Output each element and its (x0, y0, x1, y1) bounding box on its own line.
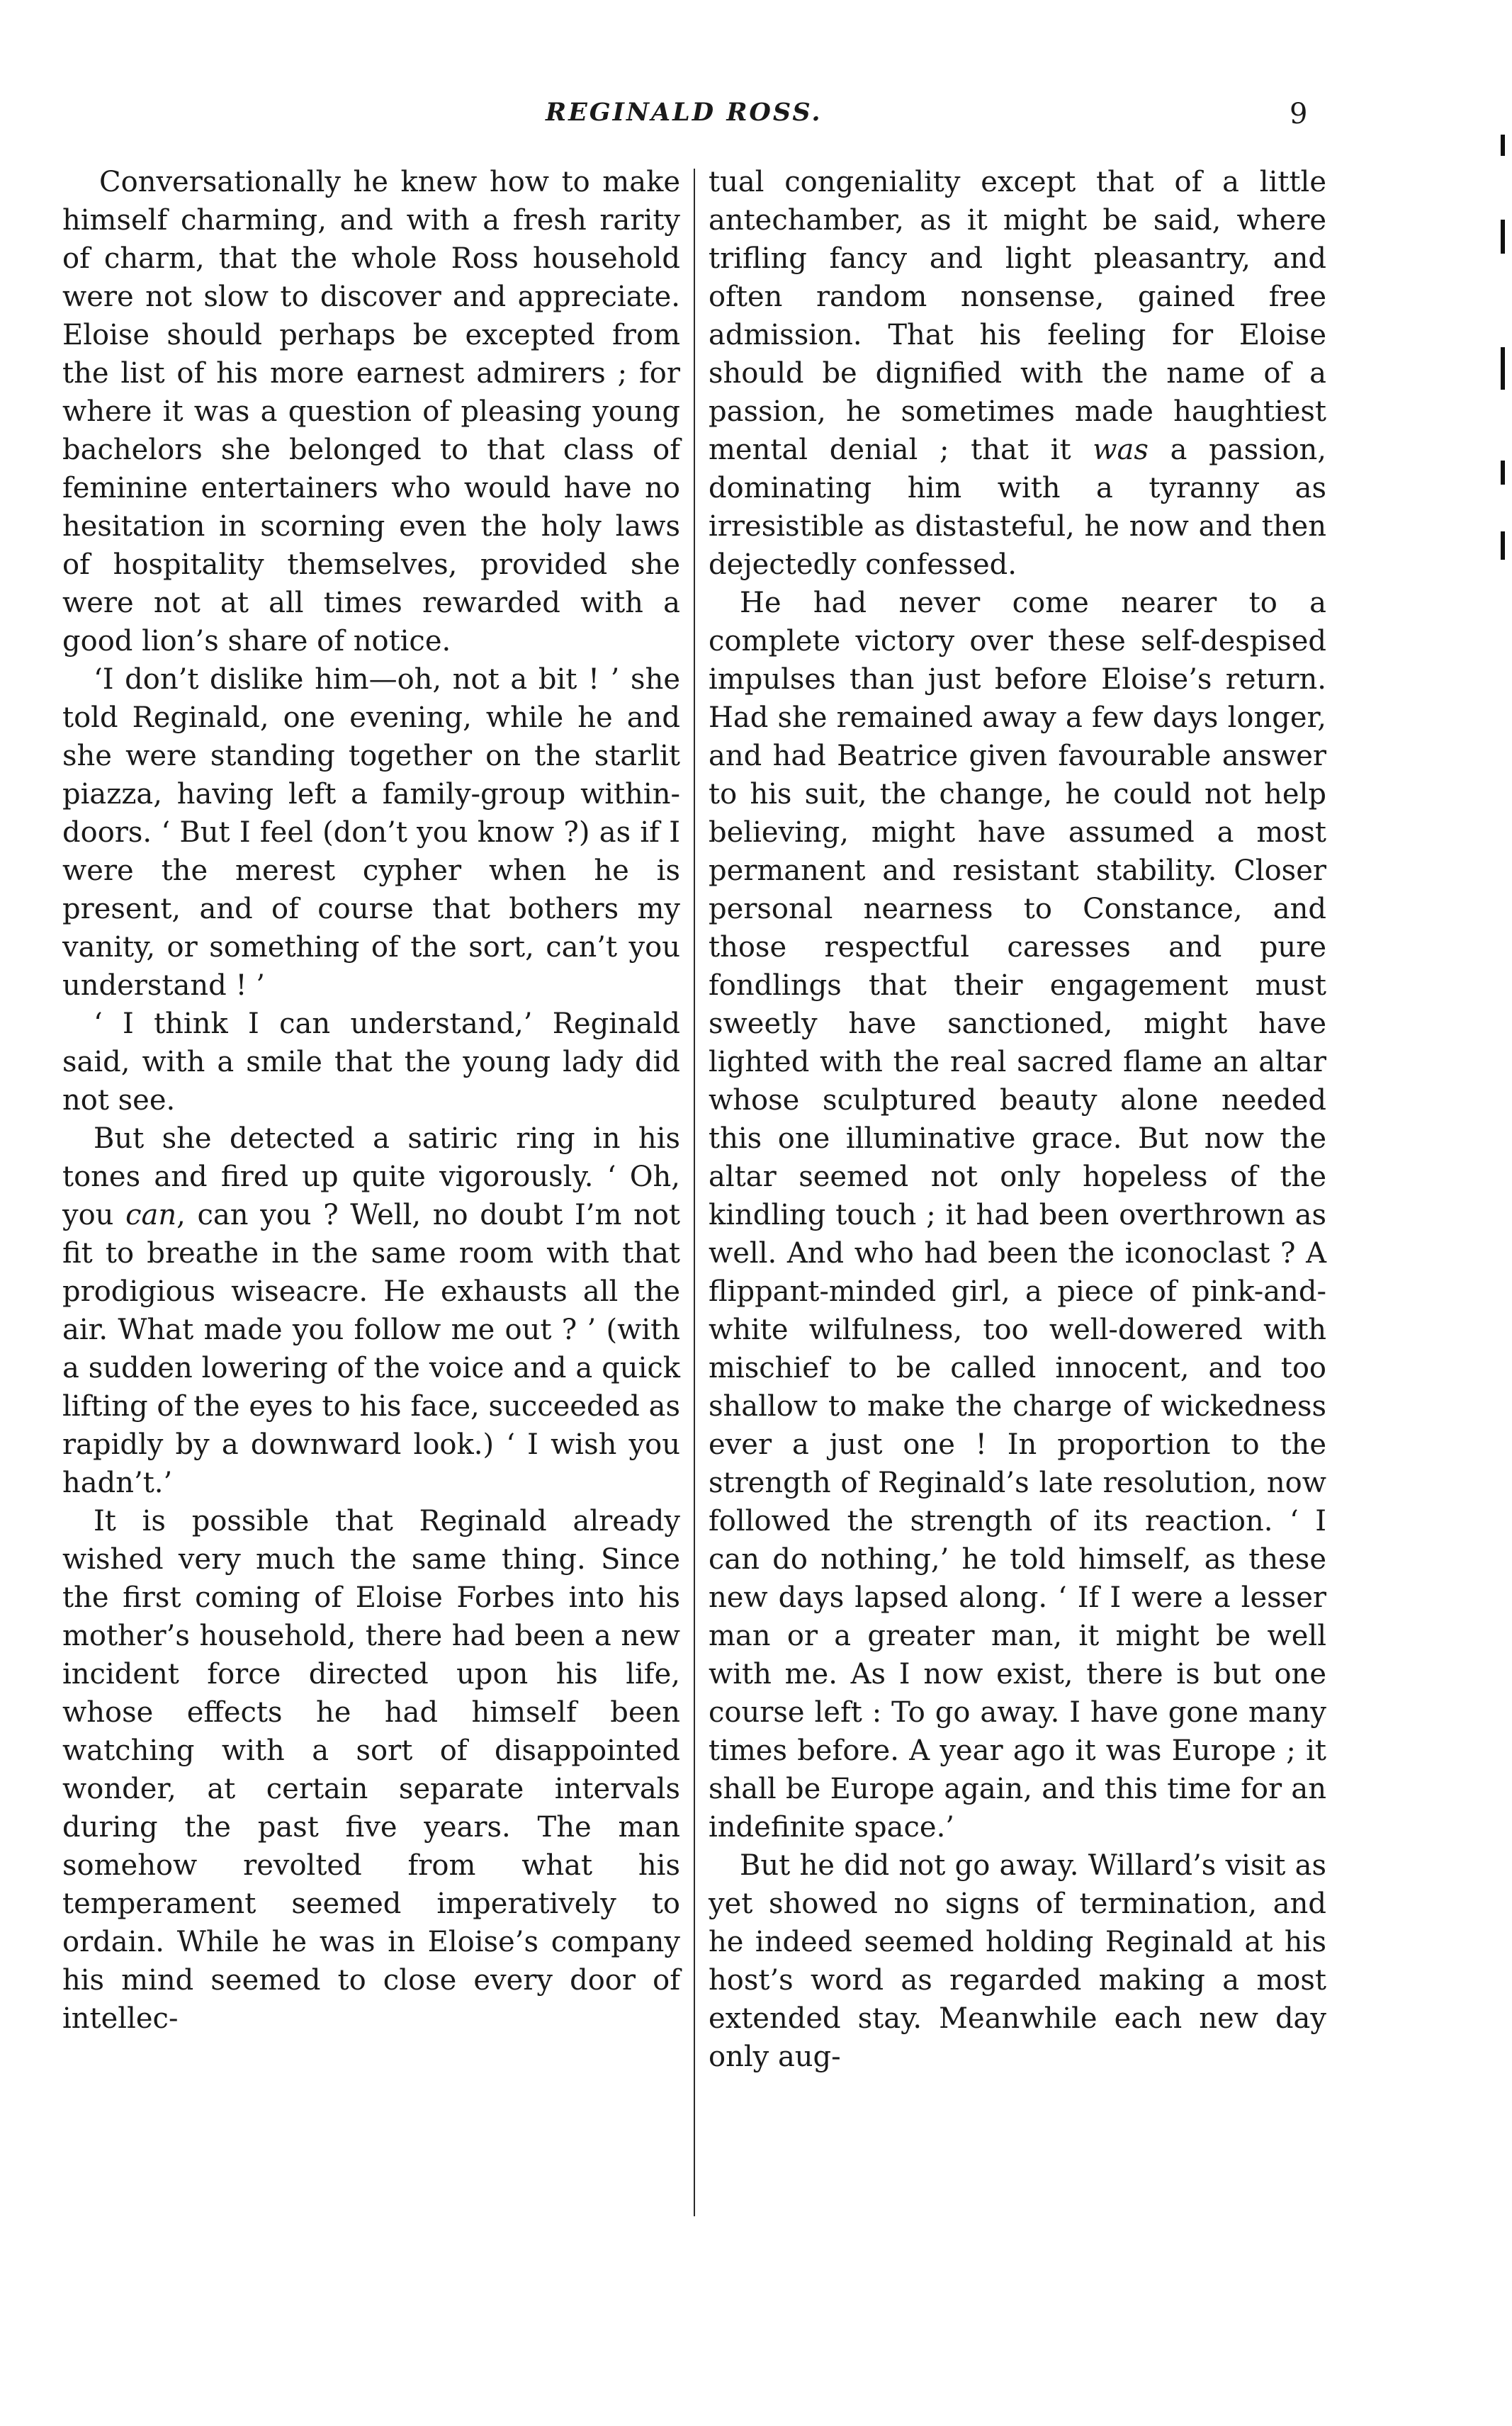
speech-text: , can you ? Well, no doubt I’m not fit to breathe in the same room with that prodigious wiseacre. He exhausts all the air. What made you follow me out ? ’ (with a sudden lowering of the voice and a quick lifting of the eyes to his face, succeeded as rapidly by a downward look.) ‘ I wish you hadn’t.’ (62, 1199, 681, 1499)
right-column (709, 163, 1326, 2076)
paragraph: It is possible that Reginald already wished very much the same thing. Since the first coming of Eloise Forbes into his mother’s household, there had been a new incident force directed upon his life, whose effects he had himself been watching with a sort of disappointed wonder, at certain separate intervals during the past five years. The man somehow revolted from what his temperament seemed imperatively to ordain. While he was in Eloise’s company his mind seemed to close every door of intellec- (62, 1505, 680, 2035)
running-head (0, 98, 1512, 140)
paragraph-text: But she detected a satiric ring in his tones and fired up quite vigorously. (62, 1122, 680, 1193)
paragraph-text: tual congeniality except that of a little antechamber, as it might be said, where trifling fancy and light pleasantry, and often random nonsense, gained free admission. That his feeling for Eloise should be dignified with the name of a passion, he sometimes made haughtiest mental denial ; that it (709, 166, 1326, 466)
running-title: REGINALD ROSS. (546, 98, 823, 127)
margin-mark (1501, 461, 1505, 485)
left-column (62, 163, 680, 2038)
paragraph: ‘I don’t dislike him—oh, not a bit ! ’ she told Reginald, one evening, while he and she were standing together on the starlit piazza, having left a family-group within-doors. ‘ But I feel (don’t you know ?) as if I were the merest cypher when he is present, and of course that bothers my vanity, or something of the sort, can’t you understand ! ’ (62, 663, 680, 1002)
margin-mark (1501, 220, 1505, 254)
margin-marks (1501, 135, 1506, 531)
paragraph (709, 163, 1326, 584)
paragraph (62, 1119, 680, 1502)
margin-mark (1501, 531, 1505, 560)
column-rule (694, 169, 695, 2216)
margin-mark (1501, 135, 1505, 156)
emphasis-text: can (125, 1199, 177, 1231)
paragraph: But he did not go away. Willard’s visit as yet showed no signs of termination, and he indeed seemed holding Reginald at his host’s word as regarded making a most extended stay. Meanwhile each new day only aug- (709, 1849, 1326, 2073)
paragraph: Conversationally he knew how to make himself charming, and with a fresh rarity of charm, that the whole Ross household were not slow to discover and appreciate. Eloise should perhaps be excepted from the list of his more earnest admirers ; for where it was a question of pleasing young bachelors she belonged to that class of feminine entertainers who would have no hesitation in scorning even the holy laws of hospitality themselves, provided she were not at all times rewarded with a good lion’s share of notice. (62, 166, 680, 658)
paragraph-text: a passion, dominating him with a tyranny as irresistible as distasteful, he now and then dejectedly confessed. (709, 434, 1326, 581)
emphasis-text: was (1093, 434, 1149, 466)
paragraph: He had never come nearer to a complete victory over these self-despised impulses than just before Eloise’s return. Had she remained away a few days longer, and had Beatrice given favourable answer to his suit, the change, he could not help believing, might have assumed a most permanent and resistant stability. Closer personal nearness to Constance, and those respectful caresses and pure fondlings that their engagement must sweetly have sanctioned, might have lighted with the real sacred flame an altar whose sculptured beauty alone needed this one illuminative grace. But now the altar seemed not only hopeless of the kindling touch ; it had been overthrown as well. And who had been the iconoclast ? A flippant-minded girl, a piece of pink-and-white wilfulness, too well-dowered with mischief to be called innocent, and too shallow to make the charge of wickedness ever a just one ! In proportion to the strength of Reginald’s late resolution, now followed the strength of its reaction. ‘ I can do nothing,’ he told himself, as these new days lapsed along. ‘ If I were a lesser man or a greater man, it might be well with me. As I now exist, there is but one course left : To go away. I have gone many times before. A year ago it was Europe ; it shall be Europe again, and this time for an indefinite space.’ (709, 587, 1326, 1844)
speech-text: ‘ Oh, you (62, 1161, 680, 1231)
page-number: 9 (1290, 98, 1308, 130)
margin-mark (1501, 347, 1505, 390)
paragraph: ‘ I think I can understand,’ Reginald said, with a smile that the young lady did not see. (62, 1008, 680, 1117)
